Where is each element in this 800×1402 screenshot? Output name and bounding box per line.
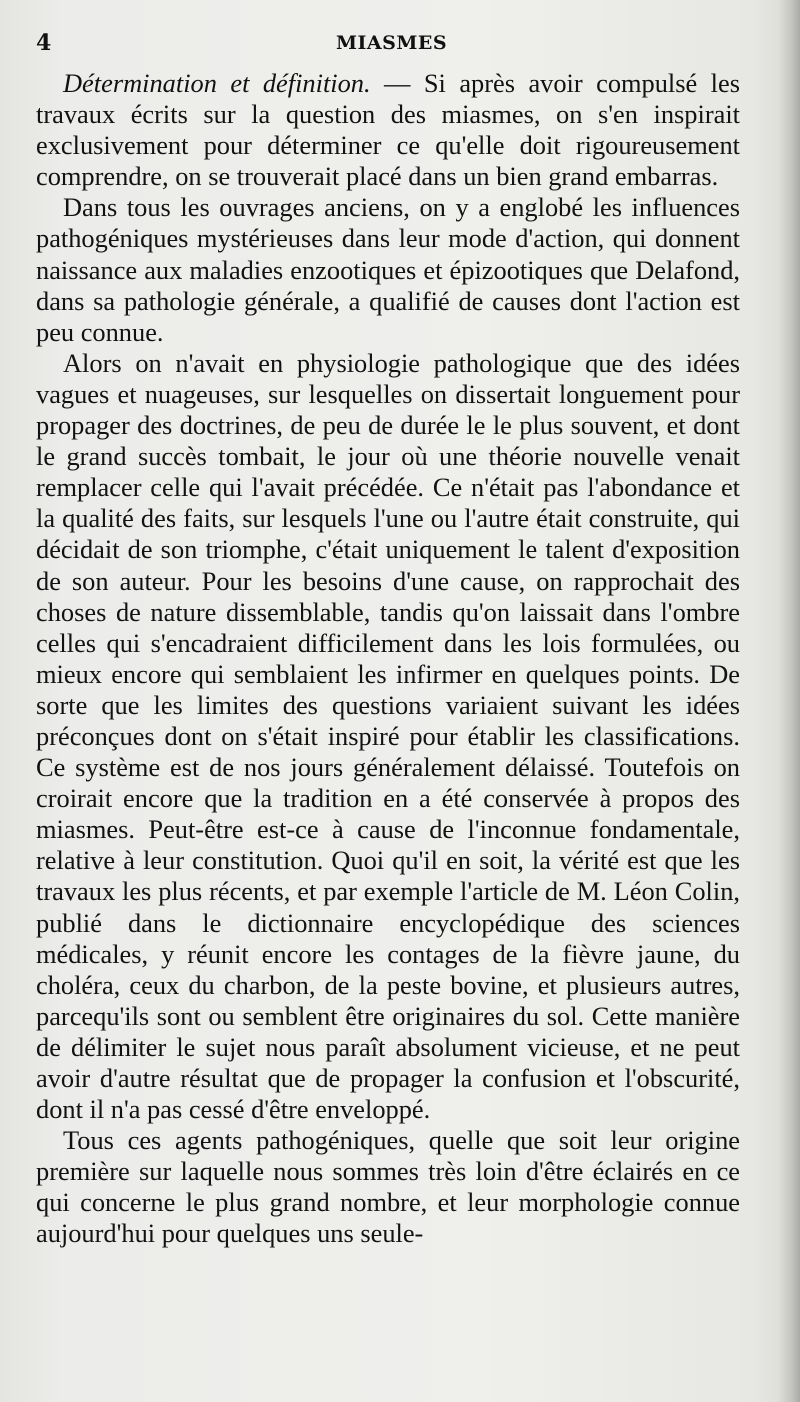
paragraph-text: — Si après avoir compulsé les travaux écrits sur la question des miasmes, on s'en inspirait exclusivement pour déterminer ce qu'elle doit rigoureusement comprendre, on se trouverait placé dans un bien grand embarras. bbox=[36, 68, 740, 192]
running-head: MIASMES bbox=[336, 32, 448, 54]
body-text bbox=[36, 68, 740, 1250]
page-header bbox=[36, 28, 756, 58]
paragraph bbox=[36, 68, 740, 192]
page-edge-shadow bbox=[778, 0, 800, 1402]
paragraph: Tous ces agents pathogéniques, quelle que soit leur origine première sur laquelle nous sommes très loin d'être éclairés en ce qui concerne le plus grand nombre, et leur morphologie connue aujourd'hui pour quelques uns seule- bbox=[36, 1125, 740, 1249]
paragraph: Alors on n'avait en physiologie pathologique que des idées vagues et nuageuses, sur lesquelles on dissertait longuement pour propager des doctrines, de peu de durée le le plus souvent, et dont le grand succès tombait, le jour où une théorie nouvelle venait remplacer celle qui l'avait précédée. Ce n'était pas l'abondance et la qualité des faits, sur lesquels l'une ou l'autre était construite, qui décidait de son triomphe, c'était uniquement le talent d'exposition de son auteur. Pour les besoins d'une cause, on rapprochait des choses de nature dissemblable, tandis qu'on laissait dans l'ombre celles qui s'encadraient difficilement dans les lois formulées, ou mieux encore qui semblaient les infirmer en quelques points. De sorte que les limites des questions variaient suivant les idées préconçues dont on s'était inspiré pour établir les classifications. Ce système est de nos jours généralement délaissé. Toutefois on croirait encore que la tradition en a été conservée à propos des miasmes. Peut-être est-ce à cause de l'inconnue fondamentale, relative à leur constitution. Quoi qu'il en soit, la vérité est que les travaux les plus récents, et par exemple l'article de M. Léon Colin, publié dans le dictionnaire encyclopédique des sciences médicales, y réunit encore les contages de la fièvre jaune, du choléra, ceux du charbon, de la peste bovine, et plusieurs autres, parcequ'ils sont ou semblent être originaires du sol. Cette manière de délimiter le sujet nous paraît absolument vicieuse, et ne peut avoir d'autre résultat que de propager la confusion et l'obscurité, dont il n'a pas cessé d'être enveloppé. bbox=[36, 347, 740, 1125]
page-number: 4 bbox=[36, 30, 52, 56]
section-title: Détermination et définition. bbox=[63, 68, 371, 98]
paragraph: Dans tous les ouvrages anciens, on y a englobé les influences pathogéniques mystérieuses dans leur mode d'action, qui donnent naissance aux maladies enzootiques et épizootiques que Delafond, dans sa pathologie générale, a qualifié de causes dont l'action est peu connue. bbox=[36, 192, 740, 347]
